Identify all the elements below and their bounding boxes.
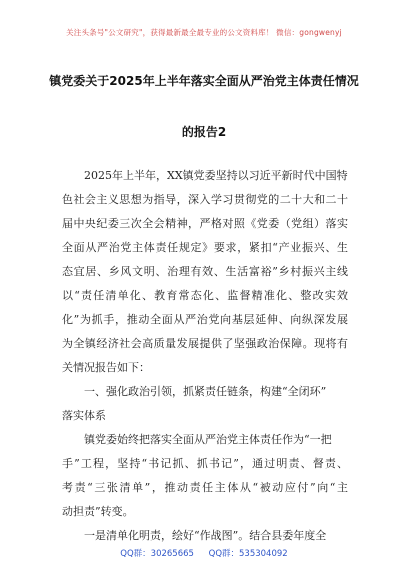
- body-line: 考责“三张清单”，推动责任主体从“被动应付”向“主: [62, 481, 348, 494]
- header-banner: 关注头条号"公文研究"，获得最新最全最专业的公文资料库！ 微信：gongwenyj: [66, 28, 342, 37]
- body-line: 化”为抓手，推动全面从严治党向基层延伸、向纵深发展: [62, 313, 348, 326]
- document-title-line-2: 的报告2: [181, 125, 227, 139]
- body-line: 色社会主义思想为指导，深入学习贯彻党的二十大和二十: [62, 193, 348, 206]
- body-line: 2025年上半年，XX镇党委坚持以习近平新时代中国特: [84, 169, 348, 182]
- section-heading-line: 一、强化政治引领，抓紧责任链条，构建“全闭环”: [84, 385, 327, 398]
- body-line: 以“责任清单化、教育常态化、监督精准化、整改实效: [62, 289, 348, 302]
- document-title-line-1: 镇党委关于2025年上半年落实全面从严治党主体责任情况: [49, 74, 359, 88]
- body-line: 关情况报告如下：: [62, 361, 150, 374]
- body-line: 动担责”转变。: [62, 505, 134, 518]
- footer-contact: [0, 547, 408, 559]
- footer-qq-group-1: QQ群：30265665: [120, 549, 194, 559]
- body-line: 镇党委始终把落实全面从严治党主体责任作为“一把: [84, 433, 332, 446]
- footer-qq-group-2: QQ群：535304092: [208, 549, 288, 559]
- body-line: 一是清单化明责，绘好“作战图”。结合县委年度全: [84, 529, 327, 542]
- body-line: 全面从严治党主体责任规定》要求，紧扣“产业振兴、生: [62, 241, 348, 254]
- body-line: 届中央纪委三次全会精神，严格对照《党委（党组）落实: [62, 217, 348, 230]
- body-line: 为全镇经济社会高质量发展提供了坚强政治保障。现将有: [62, 337, 348, 350]
- body-line: 态宜居、乡风文明、治理有效、生活富裕”乡村振兴主线: [62, 265, 348, 278]
- section-heading-line: 落实体系: [62, 409, 106, 422]
- body-line: 手”工程，坚持“书记抓、抓书记”，通过明责、督责、: [62, 457, 348, 470]
